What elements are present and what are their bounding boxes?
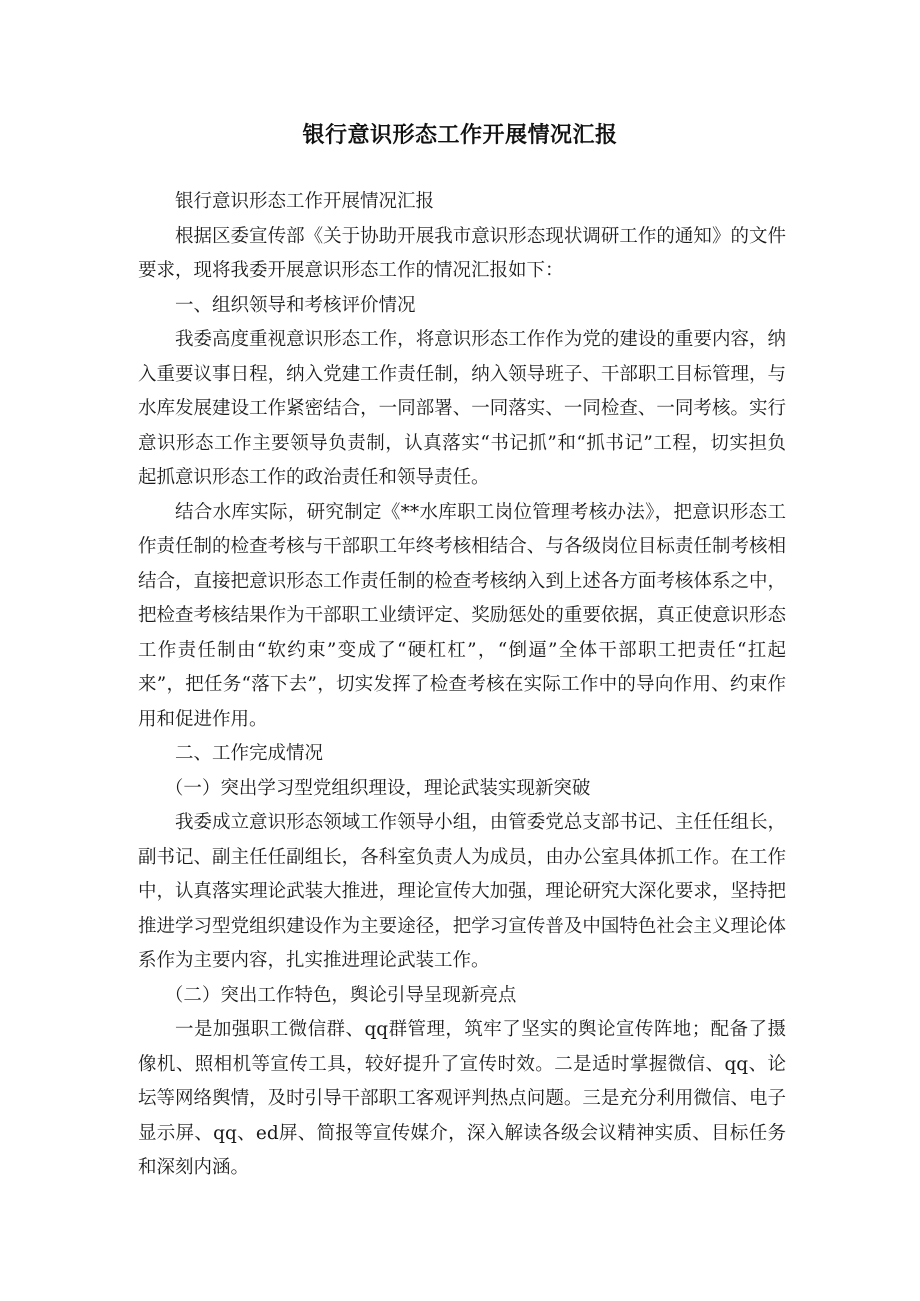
paragraph-subtitle: 银行意识形态工作开展情况汇报 [175,191,435,212]
section-heading-2: 二、工作完成情况 [175,743,324,764]
subsection-heading-1: （一）突出学习型党组织理设，理论武装实现新突破 [164,777,591,799]
paragraph-intro: 根据区委宣传部《关于协助开展我市意识形态现状调研工作的通知》的文件要求，现将我委开展意识形态工作的情况汇报如下： [138,225,786,281]
paragraph-2: 结合水库实际，研究制定《**水库职工岗位管理考核办法》，把意识形态工作责任制的检查考核与干部职工年终考核相结合、与各级岗位目标责任制考核相结合，直接把意识形态工作责任制的检查考核纳入到上述各方面考核体系之中，把检查考核结果作为干部职工业绩评定、奖励惩处的重要依据，真正使意识形态工作责任制由“软约束”变成了“硬杠杠”，“倒逼”全体干部职工把责任“扛起来”，把任务“落下去”，切实发挥了检查考核在实际工作中的导向作用、约束作用和促进作用。 [138,501,786,730]
subsection-heading-2: （二）突出工作特色，舆论引导呈现新亮点 [164,984,517,1006]
document-title: 银行意识形态工作开展情况汇报 [302,123,618,148]
paragraph-1: 我委高度重视意识形态工作，将意识形态工作作为党的建设的重要内容，纳入重要议事日程，纳入党建工作责任制，纳入领导班子、干部职工目标管理，与水库发展建设工作紧密结合，一同部署、一同落实、一同检查、一同考核。实行意识形态工作主要领导负责制，认真落实“书记抓”和“抓书记”工程，切实担负起抓意识形态工作的政治责任和领导责任。 [138,329,786,488]
paragraph-4: 一是加强职工微信群、qq群管理，筑牢了坚实的舆论宣传阵地；配备了摄像机、照相机等宣传工具，较好提升了宣传时效。二是适时掌握微信、qq、论坛等网络舆情，及时引导干部职工客观评判热点问题。三是充分利用微信、电子显示屏、qq、ed屏、简报等宣传媒介，深入解读各级会议精神实质、目标任务和深刻内涵。 [138,1019,786,1178]
document-body [138,185,786,1186]
section-heading-1: 一、组织领导和考核评价情况 [175,294,416,316]
paragraph-3: 我委成立意识形态领域工作领导小组，由管委党总支部书记、主任任组长，副书记、副主任任副组长，各科室负责人为成员，由办公室具体抓工作。在工作中，认真落实理论武装大推进，理论宣传大加强，理论研究大深化要求，坚持把推进学习型党组织建设作为主要途径，把学习宣传普及中国特色社会主义理论体系作为主要内容，扎实推进理论武装工作。 [138,812,786,971]
